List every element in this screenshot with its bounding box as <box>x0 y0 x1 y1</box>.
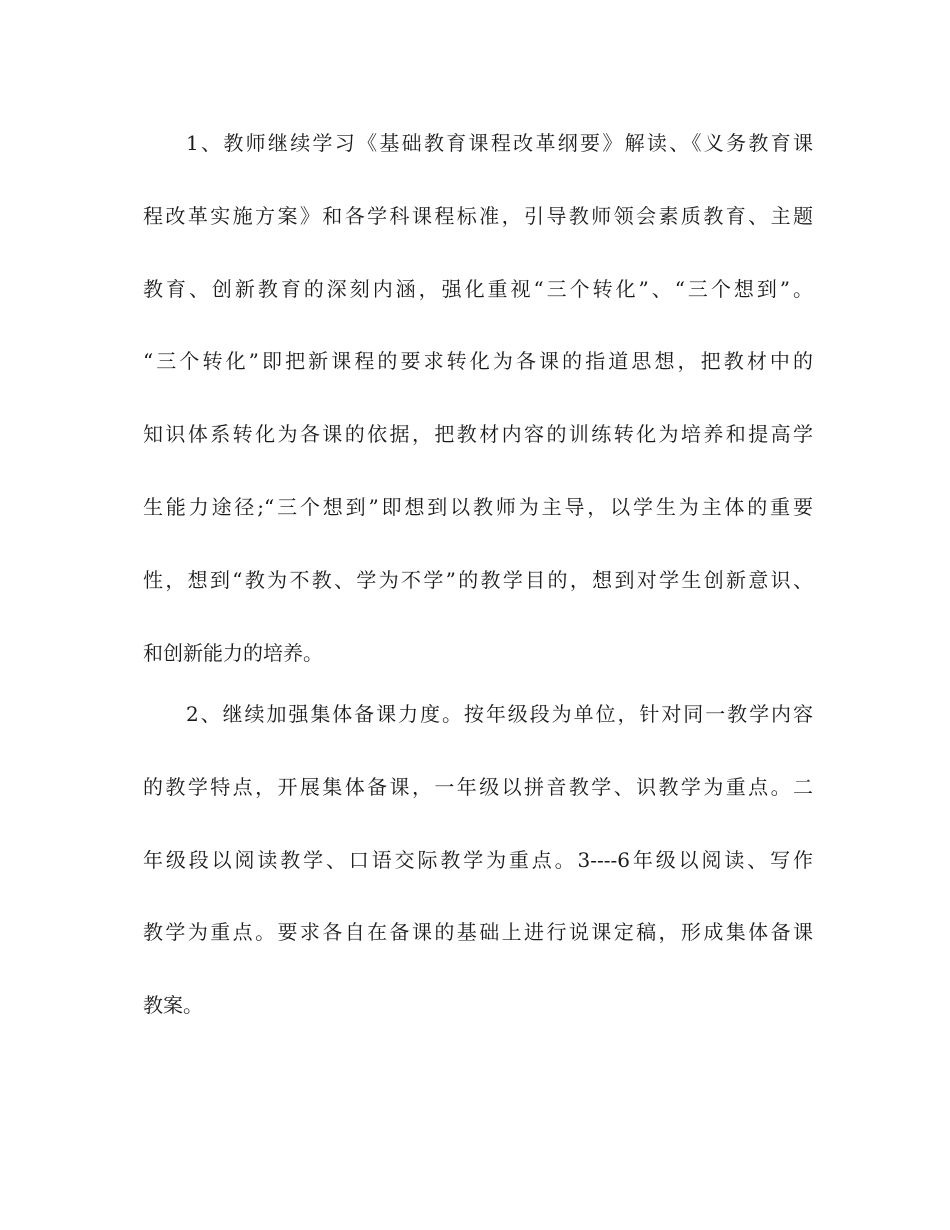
paragraph-line: 教育、创新教育的深刻内涵，强化重视“三个转化”、“三个想到”。 <box>143 277 813 301</box>
paragraph-line: 教学为重点。要求各自在备课的基础上进行说课定稿，形成集体备课 <box>143 920 813 944</box>
paragraph-line: “三个转化”即把新课程的要求转化为各课的指道思想，把教材中的 <box>143 349 813 373</box>
paragraph-line: 1、教师继续学习《基础教育课程改革纲要》解读、《义务教育课 <box>186 131 813 155</box>
paragraph-line: 生能力途径;“三个想到”即想到以教师为主导，以学生为主体的重要 <box>143 495 813 519</box>
paragraph-line: 2、继续加强集体备课力度。按年级段为单位，针对同一教学内容 <box>186 702 813 726</box>
paragraph-line: 知识体系转化为各课的依据，把教材内容的训练转化为培养和提高学 <box>143 422 813 446</box>
paragraph-line: 教案。 <box>143 993 203 1017</box>
paragraph-line: 程改革实施方案》和各学科课程标准，引导教师领会素质教育、主题 <box>143 204 813 228</box>
paragraph-line: 性，想到“教为不教、学为不学”的教学目的，想到对学生创新意识、 <box>143 568 813 592</box>
paragraph-line: 年级段以阅读教学、口语交际教学为重点。3----6年级以阅读、写作 <box>143 848 813 872</box>
paragraph-line: 的教学特点，开展集体备课，一年级以拼音教学、识教学为重点。二 <box>143 775 813 799</box>
paragraph-line: 和创新能力的培养。 <box>143 641 323 665</box>
